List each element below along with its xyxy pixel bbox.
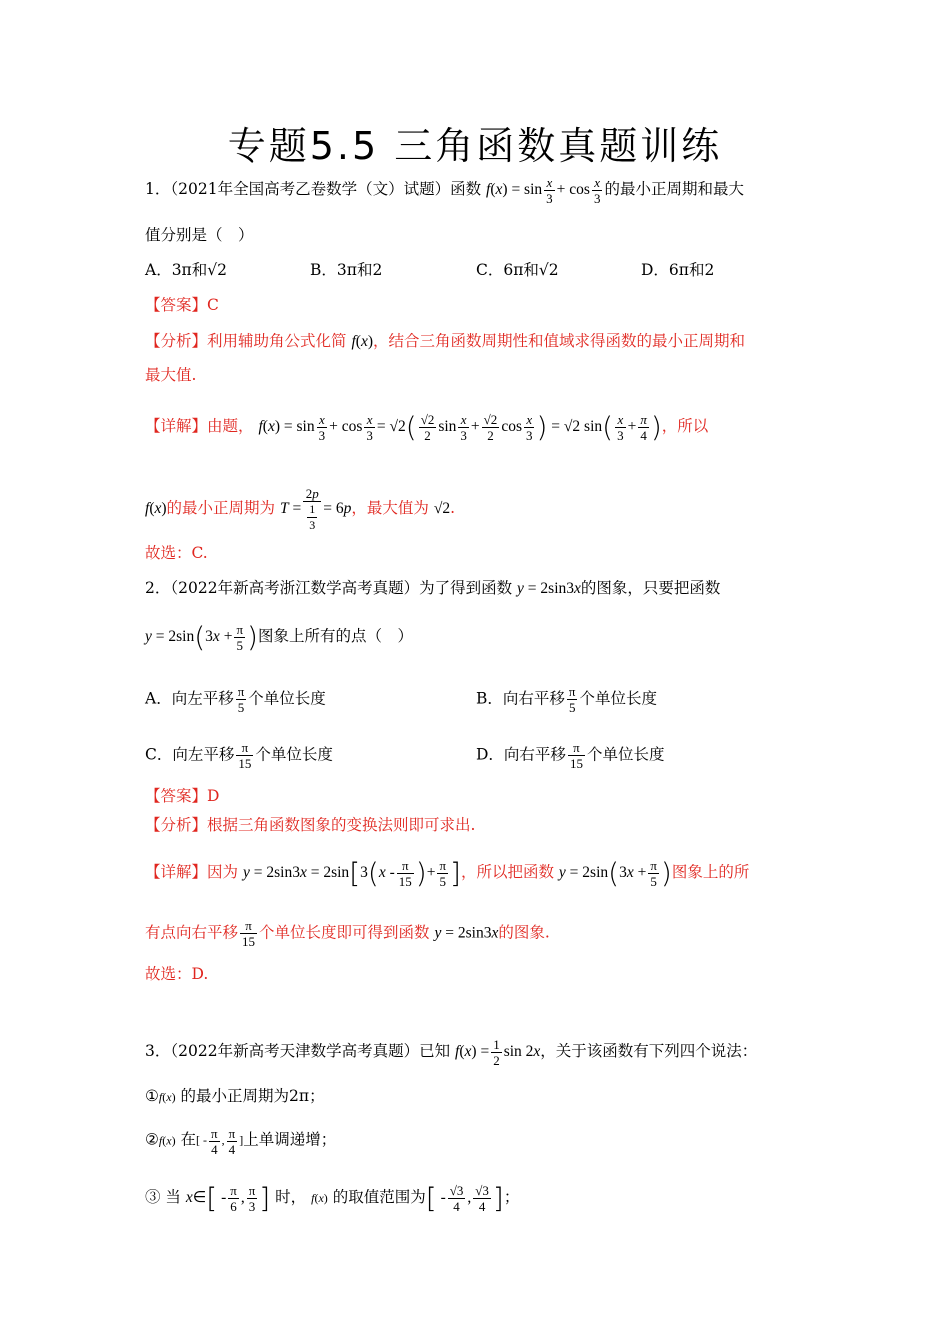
q1-option-d: D．6π和2 <box>641 261 715 279</box>
page-title: 专题5.5 三角函数真题训练 <box>227 124 723 168</box>
q1-choose: 故选：C. <box>145 544 208 562</box>
q1-detail-period: f(x)的最小正周期为 T = $\frac{2p}{\frac{1}{3}}$ = 6p，最大值为 √2. <box>145 486 456 532</box>
q3-stem: 3．（2022年新高考天津数学高考真题）已知 f(x) = $\frac{1}{2}$ sin 2x，关于该函数有下列四个说法： <box>145 1037 758 1068</box>
q1-function-formula: f(x) = sin $\frac{x}{3}$ + cos $\frac{x}{3}$ <box>486 175 601 206</box>
q2-answer: 【答案】D <box>145 787 220 805</box>
q1-answer: 【答案】C <box>145 296 219 314</box>
q2-choose: 故选：D. <box>145 965 209 983</box>
q3-statement-1: ①f(x) 的最小正周期为2π； <box>145 1087 325 1105</box>
q1-stem-cont: 值分别是（ ） <box>145 226 254 244</box>
q1-option-a: A．3π和√2 <box>145 261 227 279</box>
q1-analysis-cont: 最大值. <box>145 366 197 384</box>
q2-stem: 2．（2022年新高考浙江数学高考真题）为了得到函数 y = 2sin3x的图象，只要把函数 <box>145 579 721 597</box>
q1-detail-formula: f(x) = sin $\frac{x}{3}$ + cos $\frac{x}{3}$ = √2( $\frac{√2}{2}$ sin $\frac{x}{3}$ + $\frac{√2}{2}$ cos $\frac{x}{3}$ ) = √2 sin( $\frac{x}{3}$ + $\frac{\pi}{4}$ ) <box>258 410 662 444</box>
q1-detail: 【详解】由题， f(x) = sin $\frac{x}{3}$ + cos $\frac{x}{3}$ = √2( $\frac{√2}{2}$ sin $\frac{x}{3}$ + $\frac{√2}{2}$ cos $\frac{x}{3}$ ) = √2 sin( $\frac{x}{3}$ + $\frac{\pi}{4}$ )，所以 <box>145 410 709 444</box>
q1-analysis: 【分析】利用辅助角公式化简 f(x)，结合三角函数周期性和值域求得函数的最小正周期和 <box>145 332 746 350</box>
q1-option-c: C．6π和√2 <box>476 261 559 279</box>
q2-detail-cont: 有点向右平移 $\frac{\pi}{15}$ 个单位长度即可得到函数 y = 2sin3x的图象. <box>145 918 550 949</box>
q2-option-a: A．向左平移 $\frac{\pi}{5}$ 个单位长度 <box>145 684 326 715</box>
q2-option-d: D．向右平移 $\frac{\pi}{15}$ 个单位长度 <box>476 740 665 771</box>
q3-statement-2: ②f(x) 在[ - $\frac{\pi}{4}$ , $\frac{\pi}{4}$ ]上单调递增； <box>145 1126 337 1157</box>
q2-analysis: 【分析】根据三角函数图象的变换法则即可求出. <box>145 816 476 834</box>
q2-option-b: B．向右平移 $\frac{\pi}{5}$ 个单位长度 <box>476 684 657 715</box>
q1-option-b: B．3π和2 <box>310 261 383 279</box>
q2-option-c: C．向左平移 $\frac{\pi}{15}$ 个单位长度 <box>145 740 333 771</box>
q2-detail: 【详解】因为 y = 2sin3x = 2sin[3(x - $\frac{\pi}{15}$ )+ $\frac{\pi}{5}$ ]，所以把函数 y = 2sin(3x + $\frac{\pi}{5}$ )图象上的所 <box>145 856 750 890</box>
q2-stem-cont: y = 2sin(3x + $\frac{\pi}{5}$ )图象上所有的点（ ） <box>145 620 413 654</box>
q1-stem: 1．（2021年全国高考乙卷数学（文）试题）函数 f(x) = sin $\frac{x}{3}$ + cos $\frac{x}{3}$ 的最小正周期和最大 <box>145 175 744 206</box>
q3-statement-3: ③ 当 x∈[ - $\frac{\pi}{6}$ , $\frac{\pi}{3}$ ] 时， f(x) 的取值范围为[ - $\frac{√3}{4}$ , $\frac{√3}{4}$ ]； <box>145 1181 520 1215</box>
